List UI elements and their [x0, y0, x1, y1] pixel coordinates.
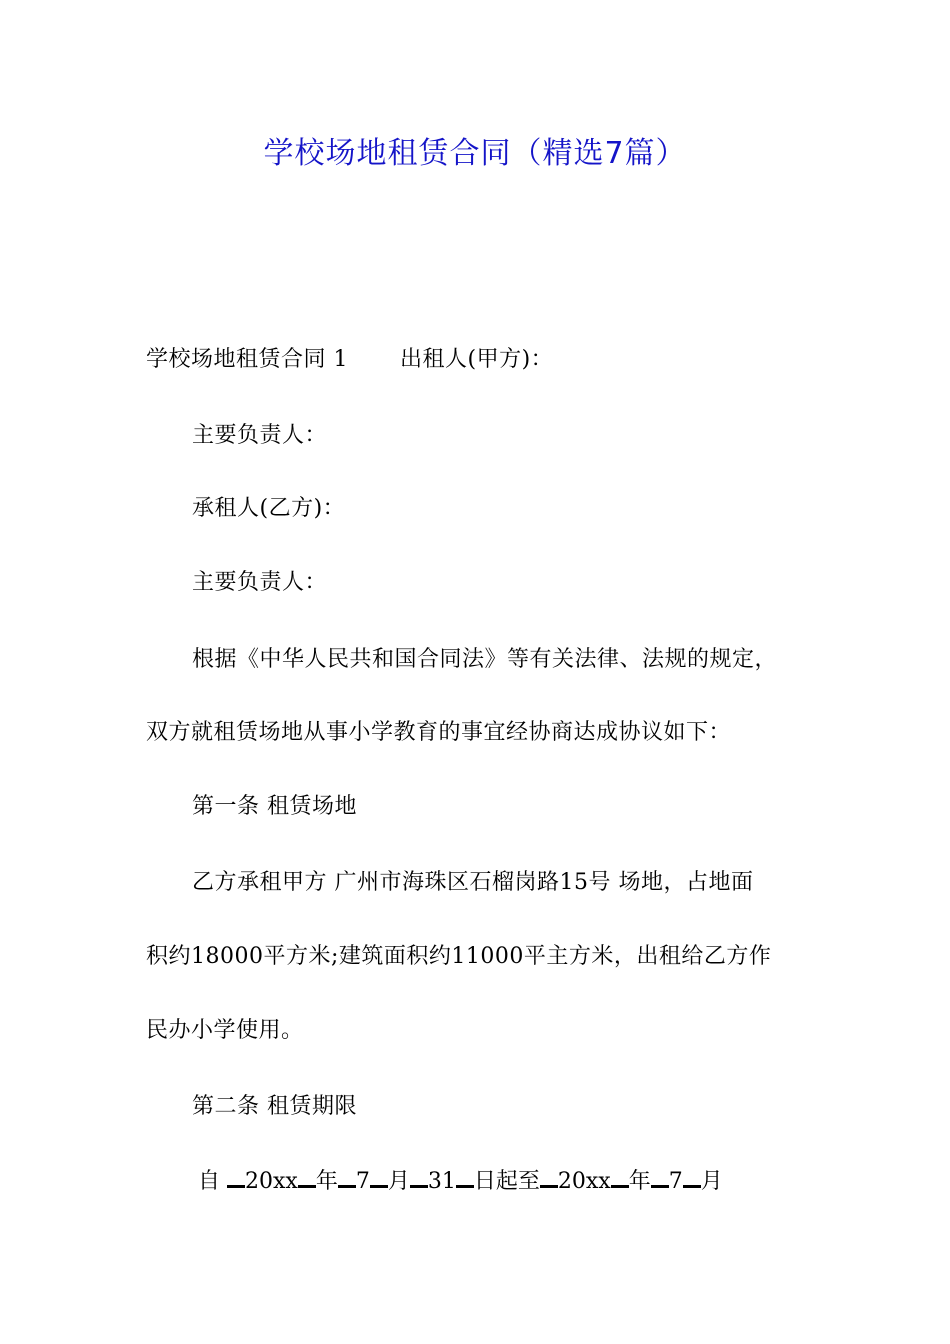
- blank-underline: [410, 1165, 428, 1188]
- day-label: 日起至: [473, 1169, 540, 1194]
- year-label: 年: [315, 1169, 338, 1194]
- blank-underline: [456, 1165, 474, 1188]
- article-1-text-line-1: 乙方承租甲方 广州市海珠区石榴岗路15号 场地，占地面: [192, 870, 754, 895]
- lessee-line: 承租人(乙方)：: [192, 496, 346, 521]
- month-label: 月: [387, 1169, 410, 1194]
- article-1-text-line-3: 民办小学使用。: [146, 1018, 304, 1043]
- lessor-label: 出租人(甲方)：: [400, 347, 554, 372]
- start-year: 20xx: [245, 1169, 298, 1194]
- blank-underline: [611, 1165, 629, 1188]
- contract-number-heading: 学校场地租赁合同 1: [146, 347, 348, 372]
- blank-underline: [683, 1165, 701, 1188]
- blank-underline: [540, 1165, 558, 1188]
- date-prefix: 自: [198, 1169, 221, 1194]
- end-year-label: 年: [628, 1169, 651, 1194]
- lessee-representative-line: 主要负责人：: [192, 570, 328, 595]
- blank-underline: [227, 1165, 245, 1188]
- blank-underline: [338, 1165, 356, 1188]
- blank-underline: [370, 1165, 388, 1188]
- blank-underline: [651, 1165, 669, 1188]
- end-year: 20xx: [557, 1169, 611, 1194]
- start-month: 7: [355, 1169, 370, 1194]
- preamble-line-1: 根据《中华人民共和国合同法》等有关法律、法规的规定，: [192, 647, 778, 672]
- contract-heading-line: [146, 345, 553, 375]
- preamble-line-2: 双方就租赁场地从事小学教育的事宜经协商达成协议如下：: [146, 720, 732, 745]
- end-month-label: 月: [700, 1169, 723, 1194]
- document-title: 学校场地租赁合同（精选7篇）: [263, 136, 687, 171]
- end-month: 7: [668, 1169, 683, 1194]
- article-1-text-line-2: 积约18000平方米;建筑面积约11000平主方米，出租给乙方作: [146, 944, 772, 969]
- lessor-representative-line: 主要负责人：: [192, 423, 328, 448]
- blank-underline: [298, 1165, 316, 1188]
- article-2-heading: 第二条 租赁期限: [192, 1094, 357, 1119]
- article-1-heading: 第一条 租赁场地: [192, 794, 357, 819]
- lease-period-line: [198, 1165, 723, 1197]
- start-day: 31: [427, 1169, 456, 1194]
